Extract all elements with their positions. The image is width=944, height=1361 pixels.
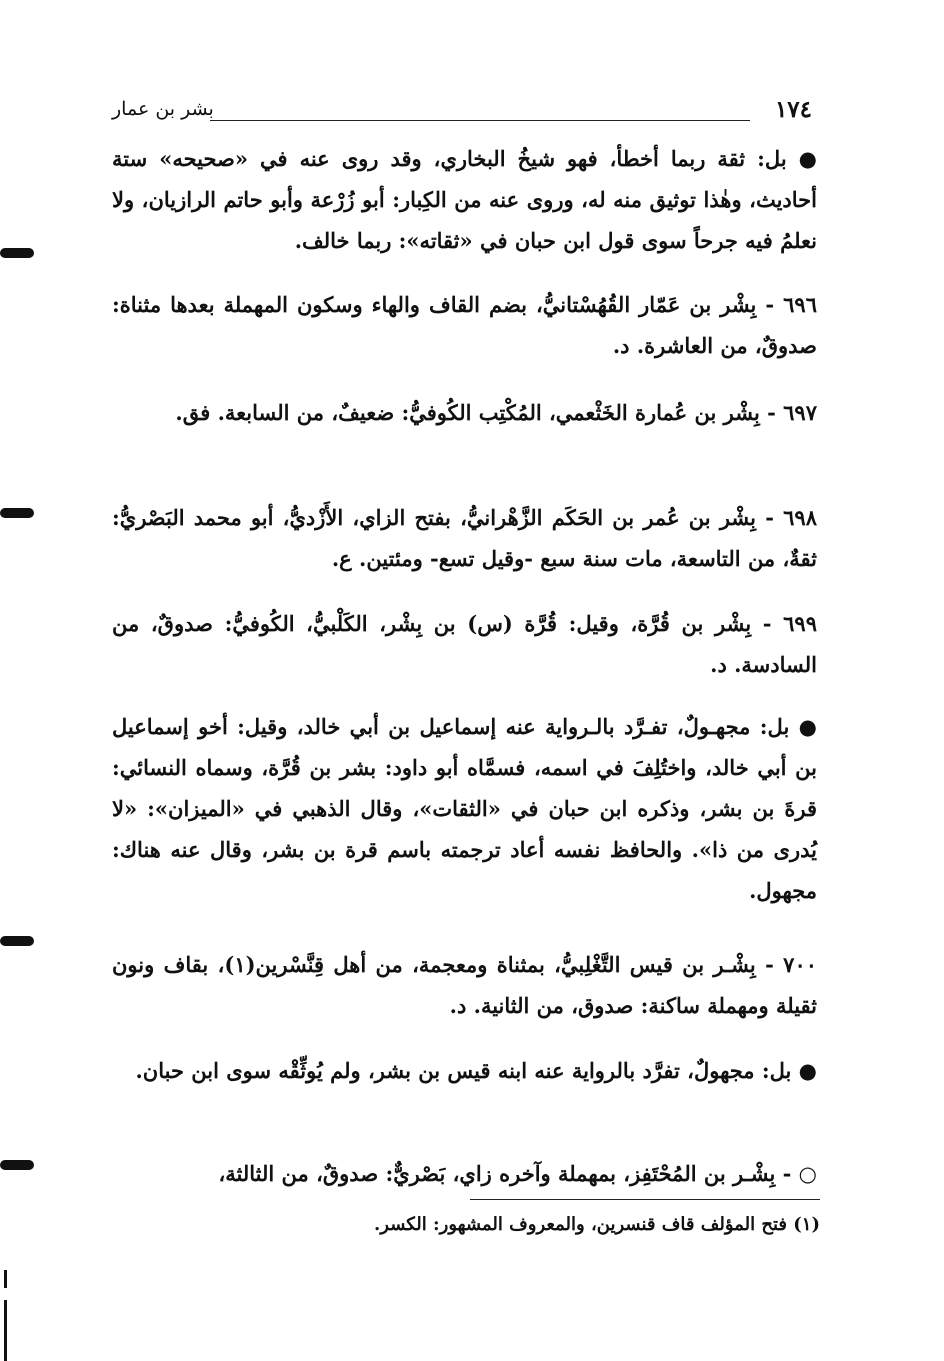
margin-mark: [0, 508, 34, 518]
margin-mark: [0, 248, 34, 258]
margin-mark: [0, 1160, 34, 1170]
entry-699: ٦٩٩ - بِشْر بن قُرَّة، وقيل: قُرَّة (س) بن بِشْر، الكَلْبيُّ، الكُوفيُّ: صدوقٌ، من السادسة. د.: [112, 611, 817, 677]
margin-mark: [0, 936, 34, 946]
comment-paragraph: ● بل: مجهولٌ، تفرَّد بالرواية عنه ابنه قيس بن بشر، ولم يُوثِّقْه سوى ابن حبان.: [135, 1058, 817, 1083]
page-number: ١٧٤: [774, 96, 812, 123]
running-title: بشر بن عمار: [112, 98, 214, 120]
entry-700: ٧٠٠ - بِشْـر بن قيس التَّغْلِبيُّ، بمثناة ومعجمة، من أهل قِنَّسْرين(١)، بقاف ونون ثقيلة ومهملة ساكنة: صدوق، من الثانية. د.: [112, 952, 818, 1018]
page-header: [112, 96, 812, 130]
edge-mark: [4, 1270, 7, 1288]
edge-mark: [4, 1300, 7, 1361]
comment-paragraph: ● بل: ثقة ربما أخطأ، فهو شيخُ البخاري، وقد روى عنه في «صحيحه» ستة أحاديث، وهٰذا توثيق منه له، وروى عنه من الكِبار: أبو زُرْعة وأبو حاتم الرازيان، ولا نعلمُ فيه جرحاً سوى قول ابن حبان في «ثقاته»: ربما خالف.: [112, 146, 817, 253]
entry-696: ٦٩٦ - بِشْر بن عَمّار القُهُسْتانيُّ، بضم القاف والهاء وسكون المهملة بعدها مثناة: صدوقٌ، من العاشرة. د.: [112, 292, 817, 358]
footnote-rule: [470, 1199, 820, 1200]
footnote: (١) فتح المؤلف قاف قنسرين، والمعروف المشهور: الكسر.: [374, 1214, 820, 1235]
entry-next: ○ - بِشْـر بن المُحْتَفِز، بمهملة وآخره زاي، بَصْريٌّ: صدوقٌ، من الثالثة،: [218, 1161, 817, 1186]
entry-698: ٦٩٨ - بِشْر بن عُمر بن الحَكَم الزَّهْرانيُّ، بفتح الزاي، الأَزْديُّ، أبو محمد البَصْريُّ: ثقةٌ، من التاسعة، مات سنة سبع -وقيل تسع- ومئتين. ع.: [112, 505, 817, 571]
comment-paragraph: ● بل: مجهـولٌ، تفـرَّد بالـرواية عنه إسماعيل بن أبي خالد، وقيل: أخو إسماعيل بن أبي خالد، واختُلِفَ في اسمه، فسمَّاه أبو داود: بشر بن قُرَّة، وسماه النسائي: قرةَ بن بشر، وذكره ابن حبان في «الثقات»، وقال الذهبي في «الميزان»: «لا يُدرى من ذا». والحافظ نفسه أعاد ترجمته باسم قرة بن بشر، وقال عنه هناك: مجهول.: [112, 714, 817, 903]
header-rule: [210, 120, 750, 121]
entry-697: ٦٩٧ - بِشْر بن عُمارة الخَثْعمي، المُكْتِب الكُوفيُّ: ضعيفٌ، من السابعة. فق.: [175, 400, 817, 425]
